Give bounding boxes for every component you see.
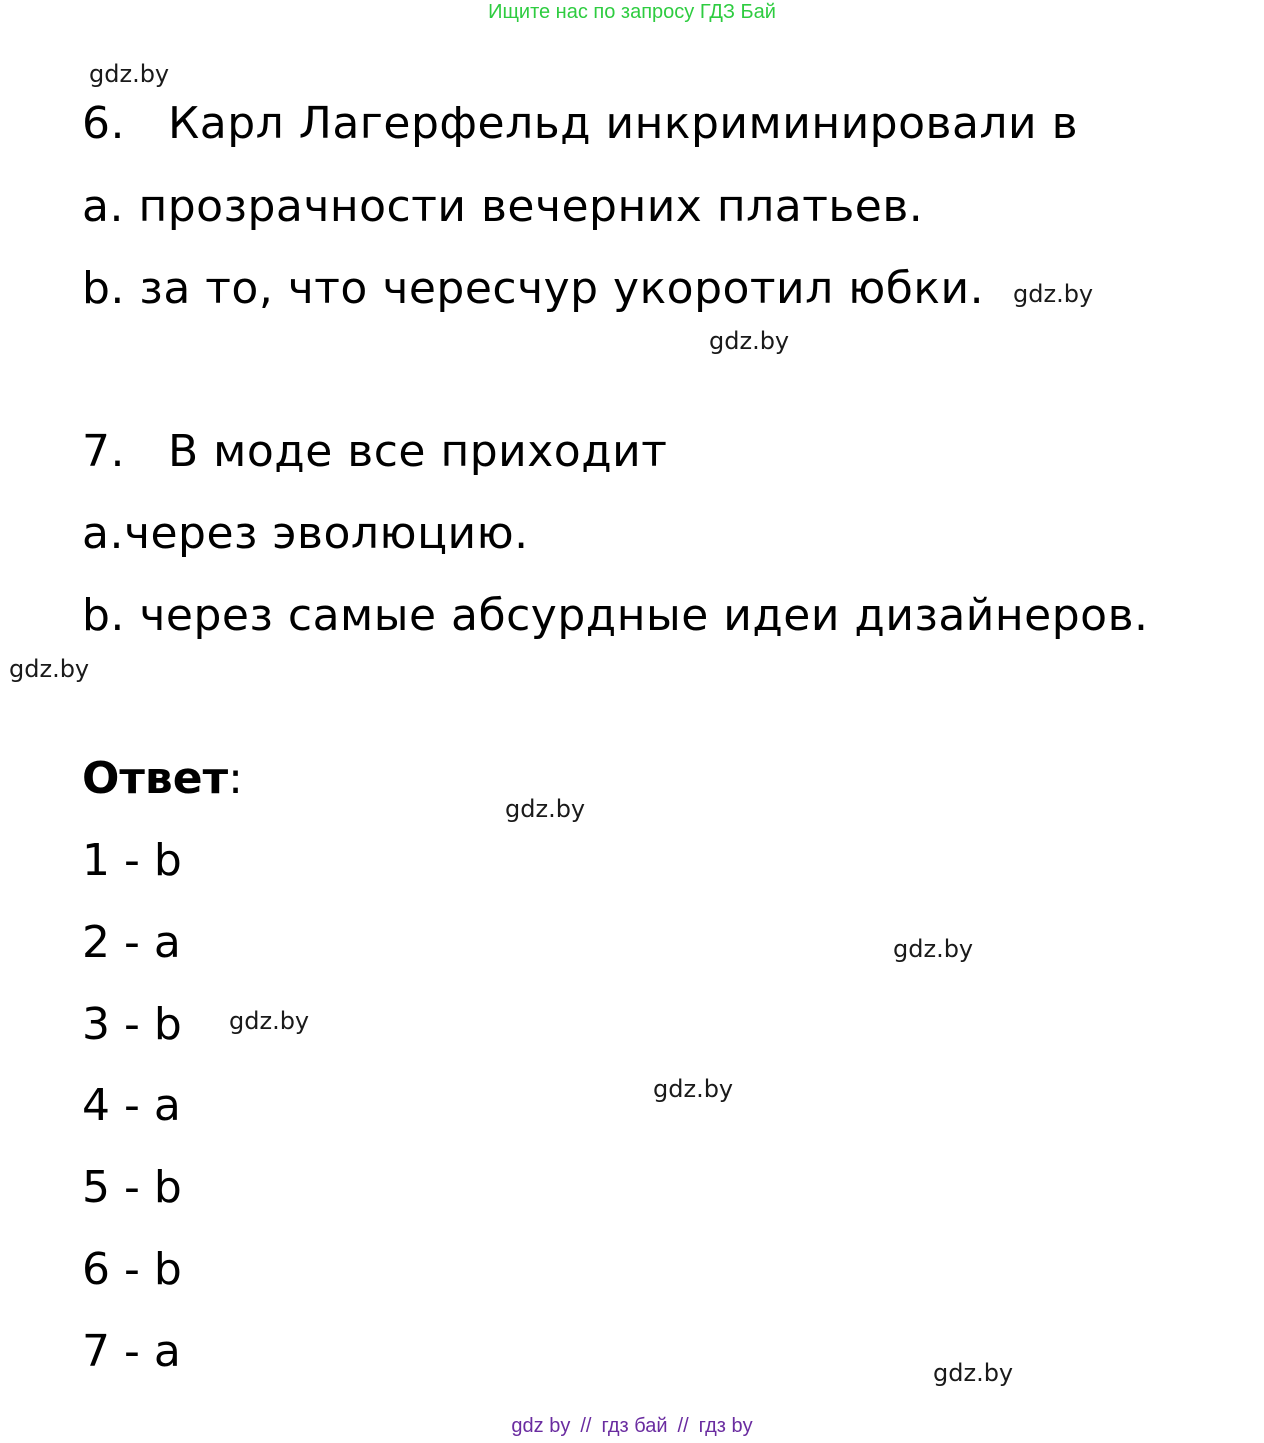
watermark: gdz.by bbox=[89, 60, 170, 88]
question-text: Карл Лагерфельд инкриминировали в bbox=[168, 98, 1079, 149]
watermark: gdz.by bbox=[933, 1359, 1014, 1387]
option-letter: a. bbox=[82, 508, 124, 559]
watermark: gdz.by bbox=[229, 1007, 310, 1035]
answer-item: 7 - a bbox=[82, 1326, 181, 1377]
question-7-option-a bbox=[82, 507, 529, 561]
top-banner: Ищите нас по запросу ГДЗ Бай bbox=[488, 1, 776, 23]
question-6-option-a bbox=[82, 180, 923, 234]
question-6 bbox=[82, 97, 1078, 151]
answer-item: 2 - a bbox=[82, 917, 181, 968]
answer-item: 3 - b bbox=[82, 999, 182, 1050]
answer-item: 6 - b bbox=[82, 1244, 182, 1295]
watermark: gdz.by bbox=[1013, 280, 1094, 308]
option-text: через самые абсурдные идеи дизайнеров. bbox=[139, 590, 1149, 641]
footer-link-gdz-by-mixed[interactable]: гдз by bbox=[698, 1415, 753, 1437]
answer-colon: : bbox=[228, 753, 243, 804]
watermark: gdz.by bbox=[9, 655, 90, 683]
watermark: gdz.by bbox=[505, 795, 586, 823]
answer-item: 4 - a bbox=[82, 1080, 181, 1131]
footer-link-gdz-bai[interactable]: гдз бай bbox=[601, 1415, 668, 1437]
watermark: gdz.by bbox=[653, 1075, 734, 1103]
watermark: gdz.by bbox=[709, 327, 790, 355]
footer bbox=[0, 1412, 1264, 1440]
option-text: за то, что чересчур укоротил юбки. bbox=[139, 263, 985, 314]
footer-link-gdz-by[interactable]: gdz by bbox=[511, 1415, 571, 1437]
answer-item: 1 - b bbox=[82, 835, 182, 886]
option-letter: b. bbox=[82, 263, 125, 314]
question-7-option-b bbox=[82, 589, 1149, 643]
question-7 bbox=[82, 425, 667, 479]
option-text: прозрачности вечерних платьев. bbox=[138, 181, 924, 232]
answer-title: Ответ bbox=[82, 753, 229, 804]
footer-separator: // bbox=[580, 1415, 592, 1437]
question-number: 7. bbox=[82, 426, 125, 477]
question-text: В моде все приходит bbox=[168, 426, 668, 477]
answer-item: 5 - b bbox=[82, 1162, 182, 1213]
footer-separator: // bbox=[677, 1415, 689, 1437]
answer-heading bbox=[82, 752, 243, 806]
watermark: gdz.by bbox=[893, 935, 974, 963]
question-number: 6. bbox=[82, 98, 125, 149]
question-6-option-b bbox=[82, 262, 984, 316]
option-letter: b. bbox=[82, 590, 125, 641]
option-text: через эволюцию. bbox=[123, 508, 529, 559]
option-letter: a. bbox=[82, 181, 124, 232]
